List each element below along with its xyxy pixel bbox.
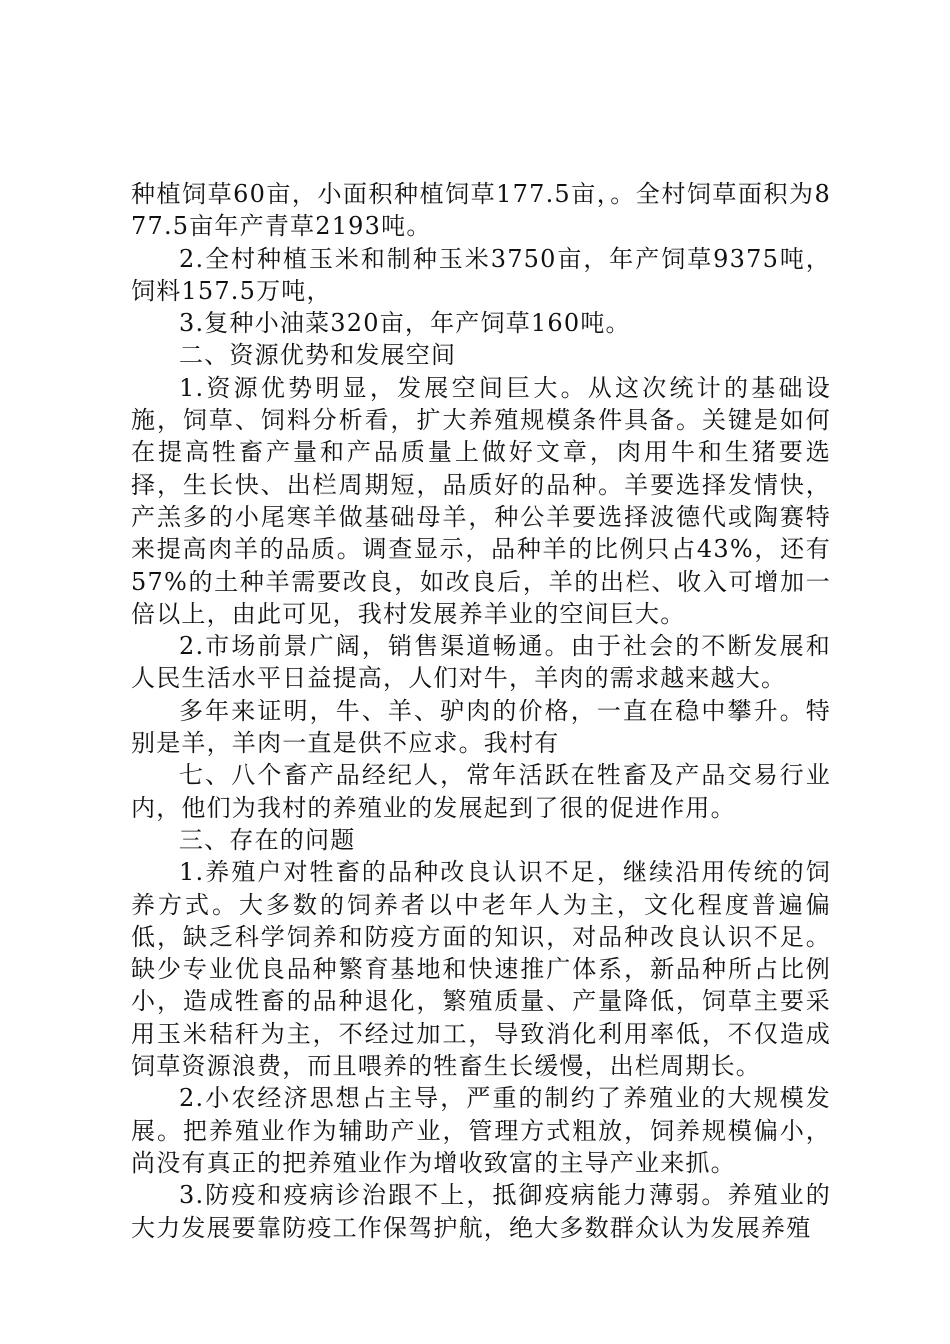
paragraph: 3.防疫和疫病诊治跟不上，抵御疫病能力薄弱。养殖业的大力发展要靠防疫工作保驾护航，绝大多数群众认为发展养殖	[131, 1181, 831, 1242]
paragraph: 2.市场前景广阔，销售渠道畅通。由于社会的不断发展和人民生活水平日益提高，人们对牛，羊肉的需求越来越大。	[131, 632, 831, 693]
paragraph: 3.复种小油菜320亩，年产饲草160吨。	[179, 309, 631, 338]
paragraph: 1.资源优势明显，发展空间巨大。从这次统计的基础设施，饲草、饲料分析看，扩大养殖规模条件具备。关键是如何在提高牲畜产量和产品质量上做好文章，肉用牛和生猪要选择，生长快、出栏周期短，品质好的品种。羊要选择发情快，产羔多的小尾寒羊做基础母羊，种公羊要选择波德代或陶赛特来提高肉羊的品质。调查显示，品种羊的比例只占43%，还有57%的土种羊需要改良，如改良后，羊的出栏、收入可增加一倍以上，由此可见，我村发展养羊业的空间巨大。	[131, 373, 831, 628]
paragraph: 种植饲草60亩，小面积种植饲草177.5亩，。全村饲草面积为877.5亩年产青草2193吨。	[131, 180, 831, 241]
paragraph: 2.全村种植玉米和制种玉米3750亩，年产饲草9375吨，饲料157.5万吨，	[131, 244, 831, 305]
section-heading: 三、存在的问题	[179, 825, 356, 854]
paragraph: 1.养殖户对牲畜的品种改良认识不足，继续沿用传统的饲养方式。大多数的饲养者以中老年人为主，文化程度普遍偏低，缺乏科学饲养和防疫方面的知识，对品种改良认识不足。缺少专业优良品种繁育基地和快速推广体系，新品种所占比例小，造成牲畜的品种退化，繁殖质量、产量降低，饲草主要采用玉米秸秆为主，不经过加工，导致消化利用率低，不仅造成饲草资源浪费，而且喂养的牲畜生长缓慢，出栏周期长。	[131, 858, 831, 1081]
paragraph: 2.小农经济思想占主导，严重的制约了养殖业的大规模发展。把养殖业作为辅助产业，管理方式粗放，饲养规模偏小，尚没有真正的把养殖业作为增收致富的主导产业来抓。	[131, 1084, 831, 1177]
section-heading: 二、资源优势和发展空间	[179, 341, 457, 370]
paragraph: 七、八个畜产品经纪人，常年活跃在牲畜及产品交易行业内，他们为我村的养殖业的发展起到了很的促进作用。	[131, 761, 831, 822]
document-body	[131, 178, 831, 1244]
paragraph: 多年来证明，牛、羊、驴肉的价格，一直在稳中攀升。特别是羊，羊肉一直是供不应求。我村有	[131, 696, 831, 758]
